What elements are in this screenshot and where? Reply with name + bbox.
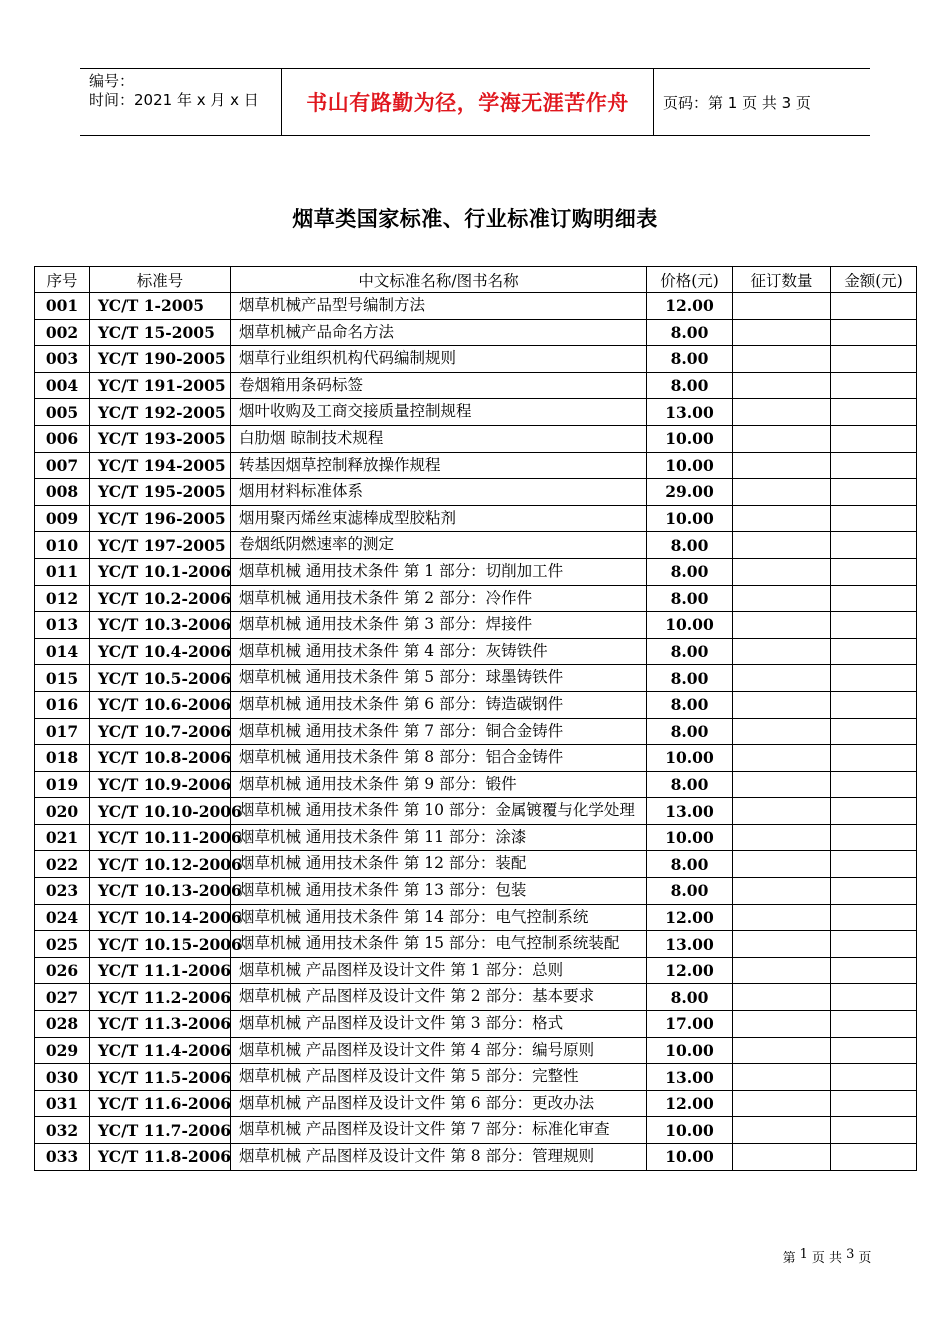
cell-code: YC/T 10.3-2006: [90, 612, 231, 639]
table-row: [35, 1011, 917, 1038]
header-meta: [80, 69, 281, 135]
cell-name: 烟草机械 产品图样及设计文件 第 2 部分：基本要求: [231, 984, 647, 1011]
cell-name: 烟草机械 产品图样及设计文件 第 3 部分：格式: [231, 1011, 647, 1038]
cell-price: 17.00: [647, 1011, 733, 1038]
cell-name: 烟用聚丙烯丝束滤棒成型胶粘剂: [231, 505, 647, 532]
cell-name: 烟草机械 通用技术条件 第 5 部分：球墨铸铁件: [231, 665, 647, 692]
cell-quantity: [733, 293, 831, 320]
cell-amount: [831, 718, 917, 745]
table-row: [35, 558, 917, 585]
cell-price: 10.00: [647, 1144, 733, 1171]
col-header-code: 标准号: [90, 267, 231, 293]
cell-amount: [831, 665, 917, 692]
table-row: [35, 293, 917, 320]
cell-code: YC/T 10.10-2006: [90, 798, 231, 825]
cell-no: 033: [35, 1144, 90, 1171]
table-row: [35, 665, 917, 692]
table-row: [35, 878, 917, 905]
cell-quantity: [733, 319, 831, 346]
cell-name: 烟草机械 通用技术条件 第 6 部分：铸造碳钢件: [231, 691, 647, 718]
cell-no: 019: [35, 771, 90, 798]
header-page-info: 页码：第 1 页 共 3 页: [663, 93, 811, 112]
cell-name: 烟草机械 产品图样及设计文件 第 6 部分：更改办法: [231, 1090, 647, 1117]
table-row: [35, 931, 917, 958]
cell-code: YC/T 11.8-2006: [90, 1144, 231, 1171]
table-row: [35, 532, 917, 559]
cell-quantity: [733, 931, 831, 958]
cell-no: 007: [35, 452, 90, 479]
cell-quantity: [733, 1037, 831, 1064]
table-row: [35, 718, 917, 745]
cell-name: 烟草机械 通用技术条件 第 8 部分：铝合金铸件: [231, 745, 647, 772]
cell-code: YC/T 1-2005: [90, 293, 231, 320]
cell-name: 烟草行业组织机构代码编制规则: [231, 346, 647, 373]
col-header-amount: 金额(元): [831, 267, 917, 293]
cell-amount: [831, 878, 917, 905]
col-header-price: 价格(元): [647, 267, 733, 293]
cell-price: 12.00: [647, 293, 733, 320]
cell-no: 028: [35, 1011, 90, 1038]
cell-code: YC/T 11.3-2006: [90, 1011, 231, 1038]
table-row: [35, 957, 917, 984]
cell-no: 029: [35, 1037, 90, 1064]
cell-amount: [831, 293, 917, 320]
cell-code: YC/T 197-2005: [90, 532, 231, 559]
table-row: [35, 638, 917, 665]
cell-code: YC/T 10.2-2006: [90, 585, 231, 612]
cell-amount: [831, 399, 917, 426]
cell-amount: [831, 558, 917, 585]
cell-amount: [831, 346, 917, 373]
cell-code: YC/T 10.8-2006: [90, 745, 231, 772]
cell-price: 8.00: [647, 638, 733, 665]
cell-no: 017: [35, 718, 90, 745]
cell-no: 027: [35, 984, 90, 1011]
cell-no: 015: [35, 665, 90, 692]
cell-code: YC/T 10.6-2006: [90, 691, 231, 718]
cell-price: 10.00: [647, 1117, 733, 1144]
cell-name: 烟草机械 通用技术条件 第 7 部分：铜合金铸件: [231, 718, 647, 745]
cell-no: 004: [35, 372, 90, 399]
cell-price: 12.00: [647, 1090, 733, 1117]
cell-name: 烟草机械产品型号编制方法: [231, 293, 647, 320]
cell-code: YC/T 191-2005: [90, 372, 231, 399]
cell-amount: [831, 1117, 917, 1144]
cell-no: 008: [35, 479, 90, 506]
cell-price: 8.00: [647, 851, 733, 878]
cell-quantity: [733, 824, 831, 851]
cell-no: 023: [35, 878, 90, 905]
cell-price: 8.00: [647, 718, 733, 745]
cell-name: 烟草机械 通用技术条件 第 11 部分：涂漆: [231, 824, 647, 851]
cell-amount: [831, 745, 917, 772]
cell-no: 003: [35, 346, 90, 373]
cell-name: 烟草机械产品命名方法: [231, 319, 647, 346]
table-row: [35, 612, 917, 639]
footer-page-total: 3: [846, 1247, 855, 1262]
cell-quantity: [733, 1144, 831, 1171]
cell-amount: [831, 1144, 917, 1171]
cell-name: 烟草机械 产品图样及设计文件 第 5 部分：完整性: [231, 1064, 647, 1091]
cell-no: 012: [35, 585, 90, 612]
cell-quantity: [733, 745, 831, 772]
cell-quantity: [733, 1064, 831, 1091]
cell-code: YC/T 10.4-2006: [90, 638, 231, 665]
cell-name: 烟草机械 通用技术条件 第 9 部分：锻件: [231, 771, 647, 798]
cell-quantity: [733, 346, 831, 373]
cell-quantity: [733, 585, 831, 612]
cell-quantity: [733, 665, 831, 692]
cell-code: YC/T 195-2005: [90, 479, 231, 506]
cell-code: YC/T 15-2005: [90, 319, 231, 346]
cell-name: 烟草机械 通用技术条件 第 1 部分：切削加工件: [231, 558, 647, 585]
cell-price: 10.00: [647, 425, 733, 452]
footer-page-prefix: 第: [782, 1251, 796, 1266]
cell-price: 8.00: [647, 585, 733, 612]
cell-price: 13.00: [647, 931, 733, 958]
cell-price: 10.00: [647, 745, 733, 772]
cell-amount: [831, 638, 917, 665]
cell-price: 10.00: [647, 1037, 733, 1064]
cell-code: YC/T 10.11-2006: [90, 824, 231, 851]
table-row: [35, 425, 917, 452]
cell-name: 烟草机械 产品图样及设计文件 第 7 部分：标准化审查: [231, 1117, 647, 1144]
cell-no: 001: [35, 293, 90, 320]
cell-name: 烟草机械 通用技术条件 第 12 部分：装配: [231, 851, 647, 878]
cell-quantity: [733, 798, 831, 825]
cell-name: 烟草机械 产品图样及设计文件 第 4 部分：编号原则: [231, 1037, 647, 1064]
cell-no: 011: [35, 558, 90, 585]
cell-quantity: [733, 372, 831, 399]
table-row: [35, 452, 917, 479]
cell-price: 8.00: [647, 319, 733, 346]
cell-name: 卷烟纸阴燃速率的测定: [231, 532, 647, 559]
table-row: [35, 1144, 917, 1171]
cell-amount: [831, 851, 917, 878]
table-row: [35, 585, 917, 612]
cell-no: 009: [35, 505, 90, 532]
table-row: [35, 904, 917, 931]
cell-quantity: [733, 984, 831, 1011]
standards-table: [34, 266, 917, 1171]
cell-amount: [831, 1090, 917, 1117]
cell-quantity: [733, 691, 831, 718]
table-row: [35, 505, 917, 532]
cell-quantity: [733, 771, 831, 798]
cell-no: 026: [35, 957, 90, 984]
cell-quantity: [733, 532, 831, 559]
cell-name: 烟草机械 通用技术条件 第 4 部分：灰铸铁件: [231, 638, 647, 665]
cell-code: YC/T 11.7-2006: [90, 1117, 231, 1144]
header-motto: 书山有路勤为径，学海无涯苦作舟: [281, 69, 654, 135]
table-row: [35, 1064, 917, 1091]
cell-amount: [831, 931, 917, 958]
table-row: [35, 798, 917, 825]
cell-no: 031: [35, 1090, 90, 1117]
cell-no: 002: [35, 319, 90, 346]
cell-price: 13.00: [647, 1064, 733, 1091]
cell-amount: [831, 505, 917, 532]
number-label: 编号：: [89, 72, 135, 90]
cell-name: 烟草机械 通用技术条件 第 10 部分：金属镀覆与化学处理: [231, 798, 647, 825]
cell-code: YC/T 192-2005: [90, 399, 231, 426]
cell-no: 022: [35, 851, 90, 878]
table-row: [35, 745, 917, 772]
cell-price: 29.00: [647, 479, 733, 506]
table-row: [35, 479, 917, 506]
cell-code: YC/T 190-2005: [90, 346, 231, 373]
cell-code: YC/T 11.2-2006: [90, 984, 231, 1011]
cell-quantity: [733, 904, 831, 931]
cell-name: 烟草机械 产品图样及设计文件 第 1 部分：总则: [231, 957, 647, 984]
cell-name: 白肋烟 晾制技术规程: [231, 425, 647, 452]
cell-price: 10.00: [647, 452, 733, 479]
table-header-row: [35, 267, 917, 293]
cell-price: 8.00: [647, 372, 733, 399]
cell-name: 烟叶收购及工商交接质量控制规程: [231, 399, 647, 426]
footer-page-number: 1: [799, 1247, 808, 1262]
cell-price: 12.00: [647, 904, 733, 931]
cell-price: 8.00: [647, 558, 733, 585]
footer-page-suffix: 页: [858, 1251, 872, 1266]
cell-quantity: [733, 957, 831, 984]
cell-amount: [831, 319, 917, 346]
cell-no: 030: [35, 1064, 90, 1091]
cell-code: YC/T 10.12-2006: [90, 851, 231, 878]
cell-no: 025: [35, 931, 90, 958]
cell-name: 烟草机械 通用技术条件 第 2 部分：冷作件: [231, 585, 647, 612]
cell-amount: [831, 691, 917, 718]
page-footer: [0, 1247, 950, 1266]
cell-quantity: [733, 638, 831, 665]
cell-name: 烟草机械 产品图样及设计文件 第 8 部分：管理规则: [231, 1144, 647, 1171]
table-row: [35, 399, 917, 426]
cell-name: 烟草机械 通用技术条件 第 13 部分：包装: [231, 878, 647, 905]
cell-quantity: [733, 718, 831, 745]
document-title: 烟草类国家标准、行业标准订购明细表: [292, 206, 658, 231]
cell-name: 烟草机械 通用技术条件 第 15 部分：电气控制系统装配: [231, 931, 647, 958]
table-row: [35, 851, 917, 878]
cell-code: YC/T 10.5-2006: [90, 665, 231, 692]
cell-amount: [831, 957, 917, 984]
table-row: [35, 824, 917, 851]
document-header: [80, 68, 870, 136]
cell-quantity: [733, 1011, 831, 1038]
table-row: [35, 1037, 917, 1064]
cell-no: 005: [35, 399, 90, 426]
table-row: [35, 984, 917, 1011]
cell-no: 021: [35, 824, 90, 851]
cell-no: 013: [35, 612, 90, 639]
cell-quantity: [733, 851, 831, 878]
cell-price: 8.00: [647, 878, 733, 905]
cell-price: 13.00: [647, 798, 733, 825]
table-row: [35, 346, 917, 373]
time-label: 时间：2021 年 x 月 x 日: [89, 91, 259, 109]
cell-amount: [831, 824, 917, 851]
cell-code: YC/T 11.4-2006: [90, 1037, 231, 1064]
footer-page-mid: 页 共: [811, 1251, 843, 1266]
table-row: [35, 771, 917, 798]
cell-no: 006: [35, 425, 90, 452]
cell-no: 010: [35, 532, 90, 559]
cell-quantity: [733, 452, 831, 479]
cell-code: YC/T 196-2005: [90, 505, 231, 532]
cell-price: 13.00: [647, 399, 733, 426]
table-row: [35, 319, 917, 346]
cell-code: YC/T 194-2005: [90, 452, 231, 479]
cell-amount: [831, 1037, 917, 1064]
cell-code: YC/T 11.6-2006: [90, 1090, 231, 1117]
cell-price: 8.00: [647, 532, 733, 559]
cell-no: 016: [35, 691, 90, 718]
table-row: [35, 691, 917, 718]
cell-price: 8.00: [647, 691, 733, 718]
cell-amount: [831, 904, 917, 931]
cell-quantity: [733, 479, 831, 506]
cell-amount: [831, 984, 917, 1011]
cell-price: 10.00: [647, 824, 733, 851]
cell-amount: [831, 372, 917, 399]
cell-quantity: [733, 612, 831, 639]
cell-name: 烟用材料标准体系: [231, 479, 647, 506]
cell-quantity: [733, 878, 831, 905]
cell-quantity: [733, 558, 831, 585]
cell-amount: [831, 798, 917, 825]
table-body: [35, 293, 917, 1171]
cell-price: 8.00: [647, 346, 733, 373]
cell-name: 转基因烟草控制释放操作规程: [231, 452, 647, 479]
cell-no: 020: [35, 798, 90, 825]
cell-code: YC/T 11.5-2006: [90, 1064, 231, 1091]
cell-quantity: [733, 1090, 831, 1117]
cell-code: YC/T 10.9-2006: [90, 771, 231, 798]
cell-price: 10.00: [647, 505, 733, 532]
cell-price: 10.00: [647, 612, 733, 639]
cell-code: YC/T 193-2005: [90, 425, 231, 452]
cell-name: 烟草机械 通用技术条件 第 3 部分：焊接件: [231, 612, 647, 639]
cell-amount: [831, 612, 917, 639]
col-header-quantity: 征订数量: [733, 267, 831, 293]
cell-code: YC/T 10.1-2006: [90, 558, 231, 585]
cell-code: YC/T 10.15-2006: [90, 931, 231, 958]
cell-no: 018: [35, 745, 90, 772]
col-header-name: 中文标准名称/图书名称: [231, 267, 647, 293]
cell-amount: [831, 452, 917, 479]
cell-no: 014: [35, 638, 90, 665]
cell-no: 032: [35, 1117, 90, 1144]
cell-amount: [831, 771, 917, 798]
table-row: [35, 1090, 917, 1117]
cell-name: 卷烟箱用条码标签: [231, 372, 647, 399]
cell-code: YC/T 11.1-2006: [90, 957, 231, 984]
cell-price: 8.00: [647, 984, 733, 1011]
table-row: [35, 1117, 917, 1144]
cell-price: 12.00: [647, 957, 733, 984]
cell-code: YC/T 10.7-2006: [90, 718, 231, 745]
cell-amount: [831, 425, 917, 452]
cell-code: YC/T 10.14-2006: [90, 904, 231, 931]
cell-quantity: [733, 425, 831, 452]
cell-price: 8.00: [647, 771, 733, 798]
cell-name: 烟草机械 通用技术条件 第 14 部分：电气控制系统: [231, 904, 647, 931]
cell-amount: [831, 1064, 917, 1091]
cell-amount: [831, 479, 917, 506]
cell-quantity: [733, 399, 831, 426]
table-row: [35, 372, 917, 399]
cell-code: YC/T 10.13-2006: [90, 878, 231, 905]
cell-amount: [831, 1011, 917, 1038]
col-header-no: 序号: [35, 267, 90, 293]
cell-amount: [831, 585, 917, 612]
cell-no: 024: [35, 904, 90, 931]
cell-amount: [831, 532, 917, 559]
cell-quantity: [733, 1117, 831, 1144]
cell-price: 8.00: [647, 665, 733, 692]
cell-quantity: [733, 505, 831, 532]
